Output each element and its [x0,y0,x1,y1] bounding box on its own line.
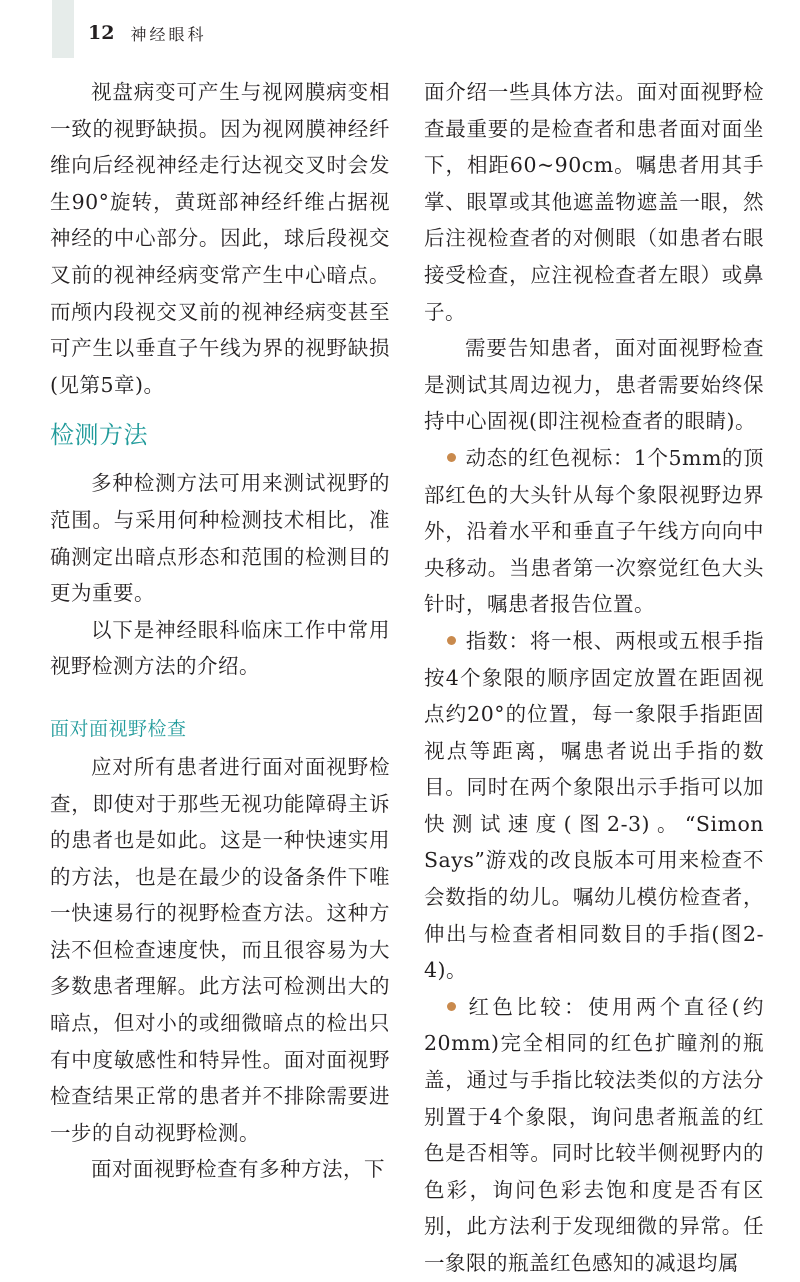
paragraph-methods-1: 多种检测方法可用来测试视野的范围。与采用何种检测技术相比，准确测定出暗点形态和范围的检测目的更为重要。 [50,471,390,606]
page-edge-tab [52,0,74,58]
list-item [424,989,764,1282]
bullet-text: 指数：将一根、两根或五根手指按4个象限的顺序固定放置在距固视点约20°的位置，每一象限手指距固视点等距离，嘱患者说出手指的数目。同时在两个象限出示手指可以加快测试速度(图2-3)。“Simon Says”游戏的改良版本可用来检查不会数指的幼儿。嘱幼儿模仿检查者，伸出与检查者相同数目的手指(图2-4)。 [424,628,764,983]
page-number: 12 [88,22,115,44]
paragraph-methods-2: 以下是神经眼科临床工作中常用视野检测方法的介绍。 [50,617,390,679]
running-header [88,18,206,48]
bullet-text: 红色比较：使用两个直径(约20mm)完全相同的红色扩瞳剂的瓶盖，通过与手指比较法类似的方法分别置于4个象限，询问患者瓶盖的红色是否相等。同时比较半侧视野内的色彩，询问色彩去饱和度是否有区别，此方法利于发现细微的异常。任一象限的瓶盖红色感知的减退均属 [424,994,764,1275]
list-item [424,440,764,623]
bullet-dot-icon [447,453,456,462]
paragraph-confrontation-2-start: 面对面视野检查有多种方法，下 [91,1157,385,1182]
paragraph-confrontation-1: 应对所有患者进行面对面视野检查，即使对于那些无视功能障碍主诉的患者也是如此。这是一种快速实用的方法，也是在最少的设备条件下唯一快速易行的视野检查方法。这种方法不但检查速度快，而且很容易为大多数患者理解。此方法可检测出大的暗点，但对小的或细微暗点的检出只有中度敏感性和特异性。面对面视野检查结果正常的患者并不排除需要进一步的自动视野检测。 [50,754,390,1145]
bullet-dot-icon [447,1002,456,1011]
paragraph-intro: 视盘病变可产生与视网膜病变相一致的视野缺损。因为视网膜神经纤维向后经视神经走行达视交叉时会发生90°旋转，黄斑部神经纤维占据视神经的中心部分。因此，球后段视交叉前的视神经病变常产生中心暗点。而颅内段视交叉前的视神经病变甚至可产生以垂直子午线为界的视野缺损(见第5章)。 [50,80,390,397]
left-column [50,74,390,1188]
bullet-dot-icon [447,636,456,645]
paragraph-confrontation-2-cont: 面介绍一些具体方法。面对面视野检查最重要的是检查者和患者面对面坐下，相距60~90cm。嘱患者用其手掌、眼罩或其他遮盖物遮盖一眼，然后注视检查者的对侧眼（如患者右眼接受检查，应注视检查者左眼）或鼻子。 [424,80,764,324]
paragraph-inform: 需要告知患者，面对面视野检查是测试其周边视力，患者需要始终保持中心固视(即注视检查者的眼睛)。 [424,336,764,434]
subsection-title: 面对面视野检查 [50,717,187,740]
running-head-title: 神经眼科 [130,24,207,44]
section-title: 检测方法 [50,421,148,450]
right-column [424,74,764,1282]
list-item [424,623,764,989]
bullet-text: 动态的红色视标：1个5mm的顶部红色的大头针从每个象限视野边界外，沿着水平和垂直子午线方向向中央移动。当患者第一次察觉红色大头针时，嘱患者报告位置。 [424,445,764,617]
